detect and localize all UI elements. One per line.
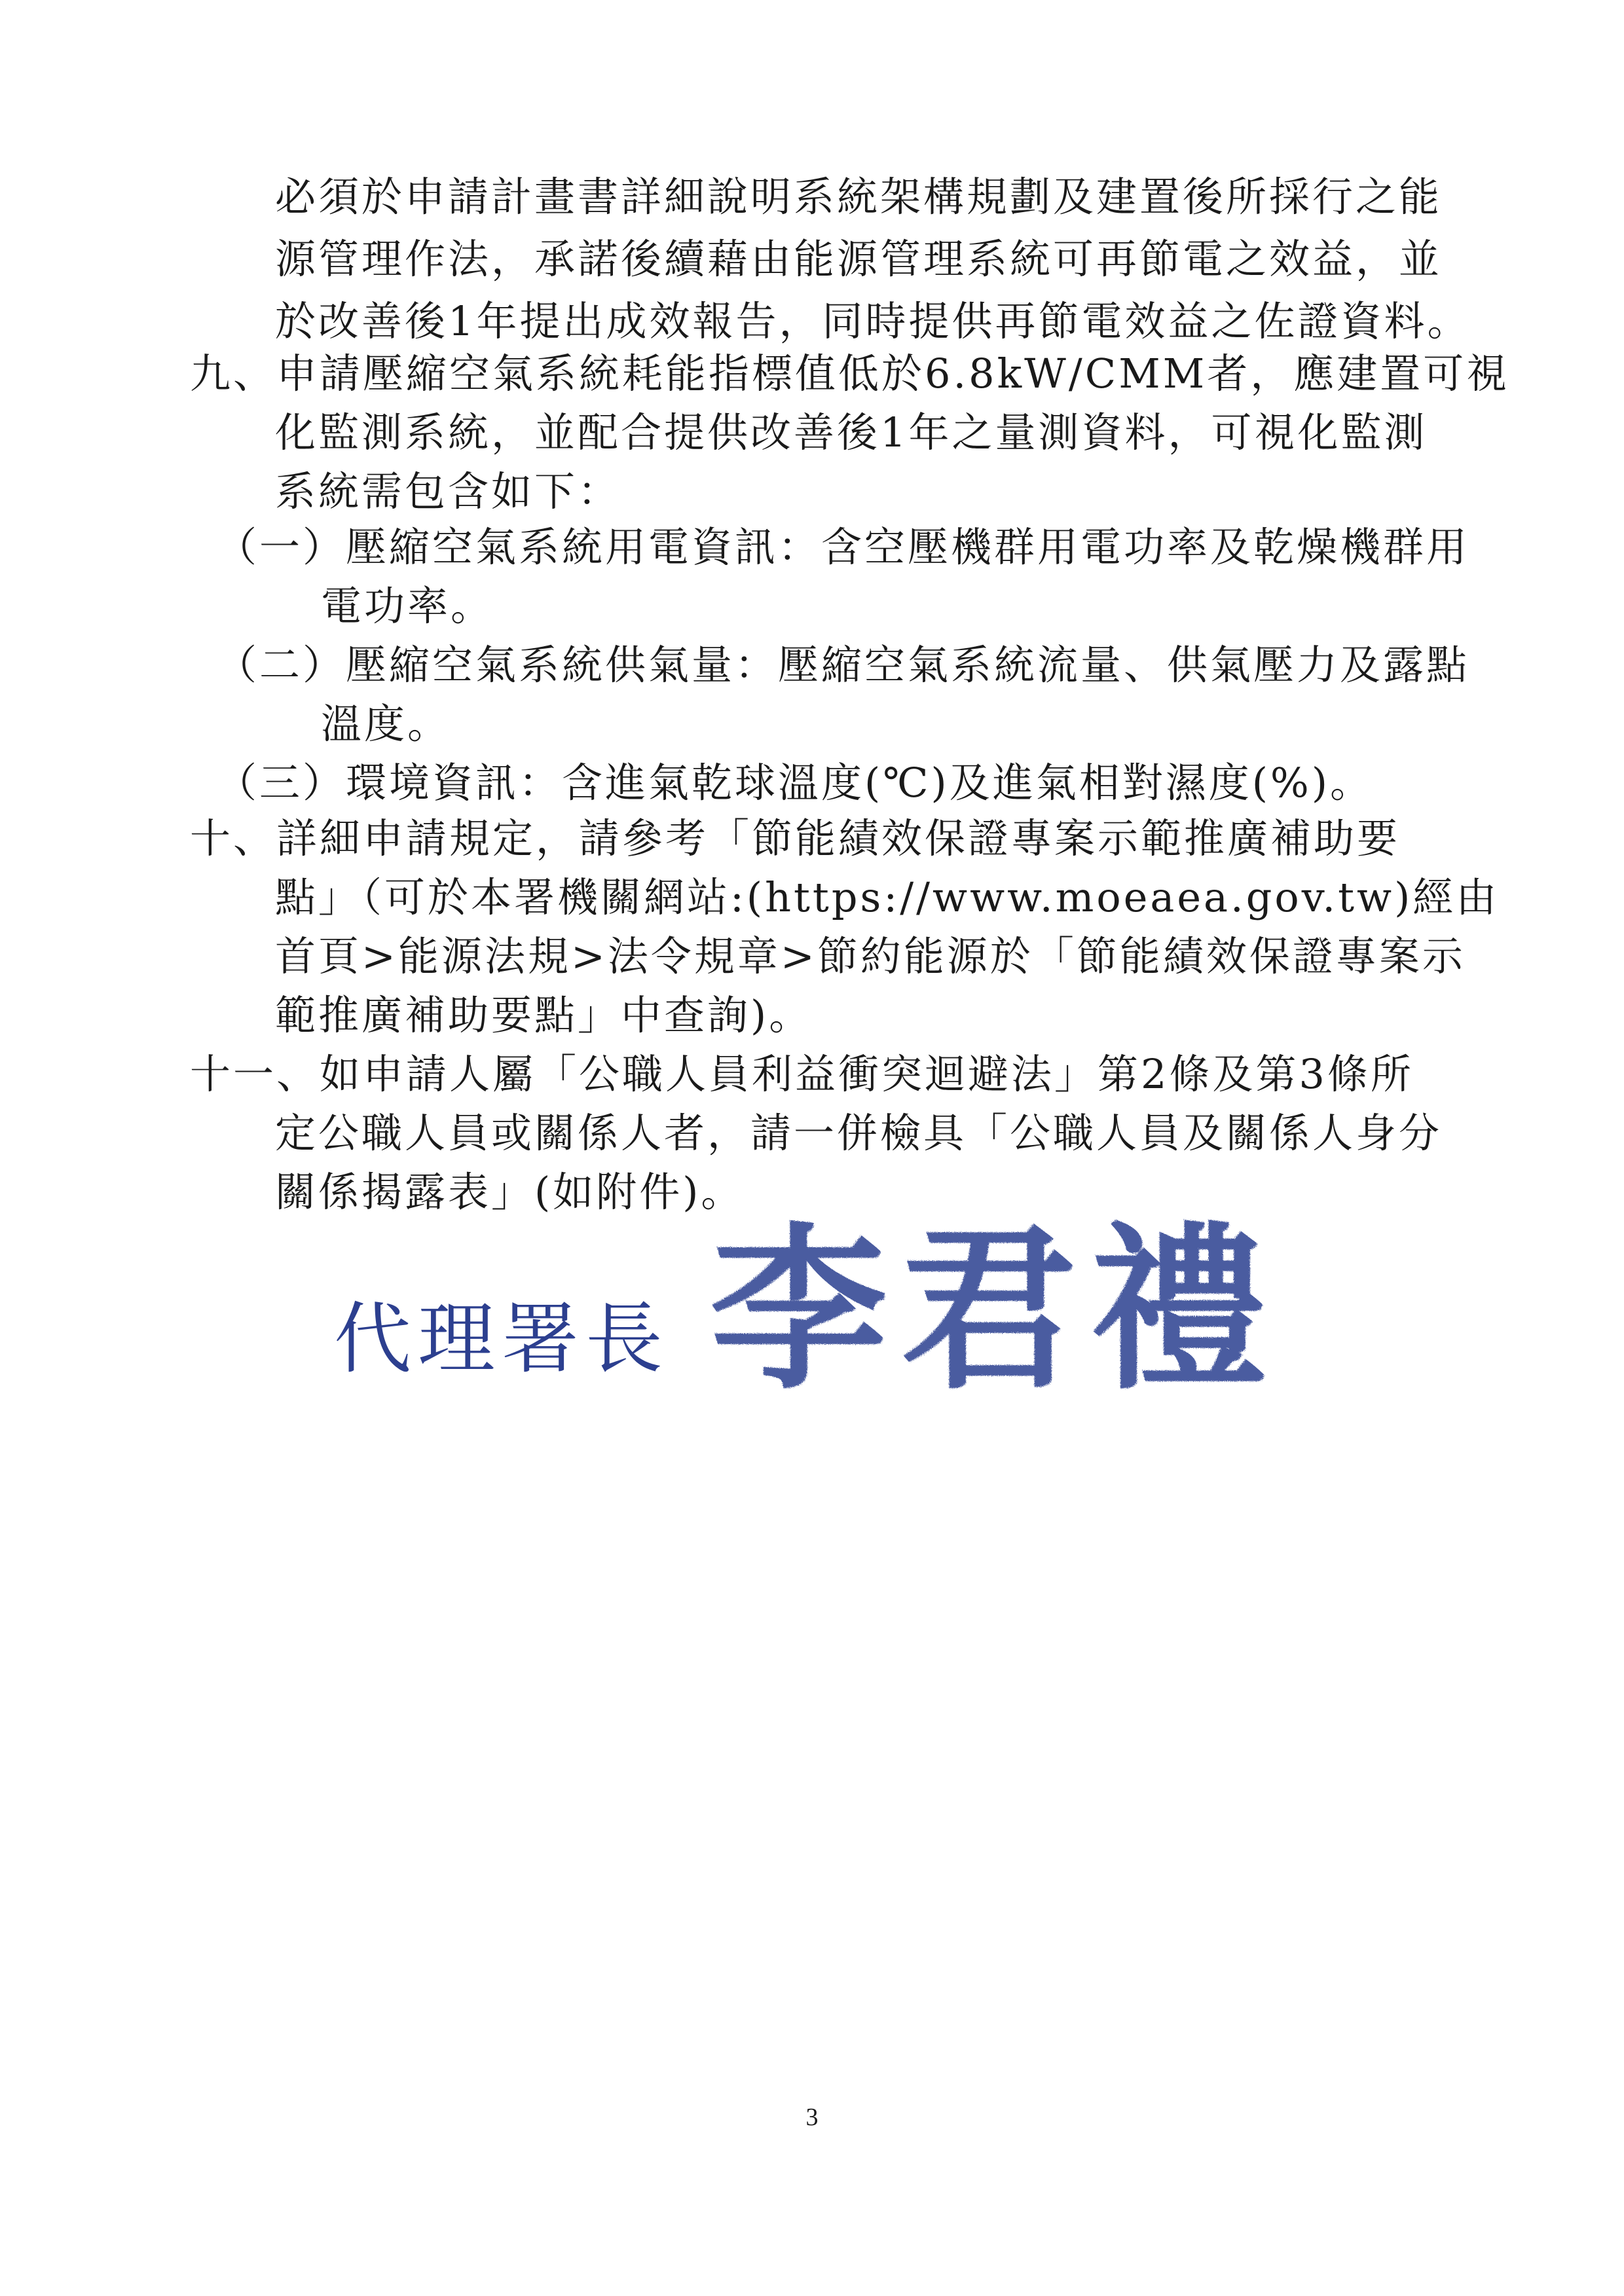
subitem-2-line-2: 溫度。 [321, 700, 451, 748]
item-10-line-4: 範推廣補助要點」中查詢)。 [275, 991, 813, 1039]
subitem-1-line-2: 電功率。 [321, 582, 494, 630]
body-line-1: 必須於申請計畫書詳細說明系統架構規劃及建置後所採行之能 [275, 173, 1443, 221]
item-10-line-2: 點」（可於本署機關網站:(https://www.moeaea.gov.tw)經由 [275, 873, 1500, 921]
item-11-line-3: 關係揭露表」(如附件)。 [275, 1168, 745, 1216]
item-9-line-1: 九、申請壓縮空氣系統耗能指標值低於6.8kW/CMM者，應建置可視 [190, 350, 1510, 397]
subitem-2-line-1: （二）壓縮空氣系統供氣量：壓縮空氣系統流量、供氣壓力及露點 [216, 641, 1470, 689]
signatory-title: 代理署長 [334, 1294, 670, 1384]
item-10-line-3: 首頁>能源法規>法令規章>節約能源於「節能績效保證專案示 [275, 932, 1466, 980]
item-11-line-2: 定公職人員或關係人者，請一併檢具「公職人員及關係人身分 [275, 1109, 1443, 1157]
name-seal-stamp [701, 1205, 1290, 1421]
body-line-2: 源管理作法，承諾後續藉由能源管理系統可再節電之效益，並 [275, 235, 1443, 283]
item-11-line-1: 十一、如申請人屬「公職人員利益衝突迴避法」第2條及第3條所 [190, 1050, 1414, 1098]
subitem-3-line-1: （三）環境資訊：含進氣乾球溫度(℃)及進氣相對濕度(%)。 [216, 759, 1374, 807]
page-number: 3 [805, 2104, 819, 2131]
svg-text:李君禮: 李君禮 [710, 1205, 1280, 1413]
item-9-line-3: 系統需包含如下： [275, 467, 621, 515]
subitem-1-line-1: （一）壓縮空氣系統用電資訊：含空壓機群用電功率及乾燥機群用 [216, 523, 1470, 571]
body-line-3: 於改善後1年提出成效報告，同時提供再節電效益之佐證資料。 [275, 297, 1471, 345]
item-9-line-2: 化監測系統，並配合提供改善後1年之量測資料，可視化監測 [275, 409, 1428, 456]
item-10-line-1: 十、詳細申請規定，請參考「節能績效保證專案示範推廣補助要 [190, 814, 1401, 862]
signature-block [334, 1205, 1316, 1421]
